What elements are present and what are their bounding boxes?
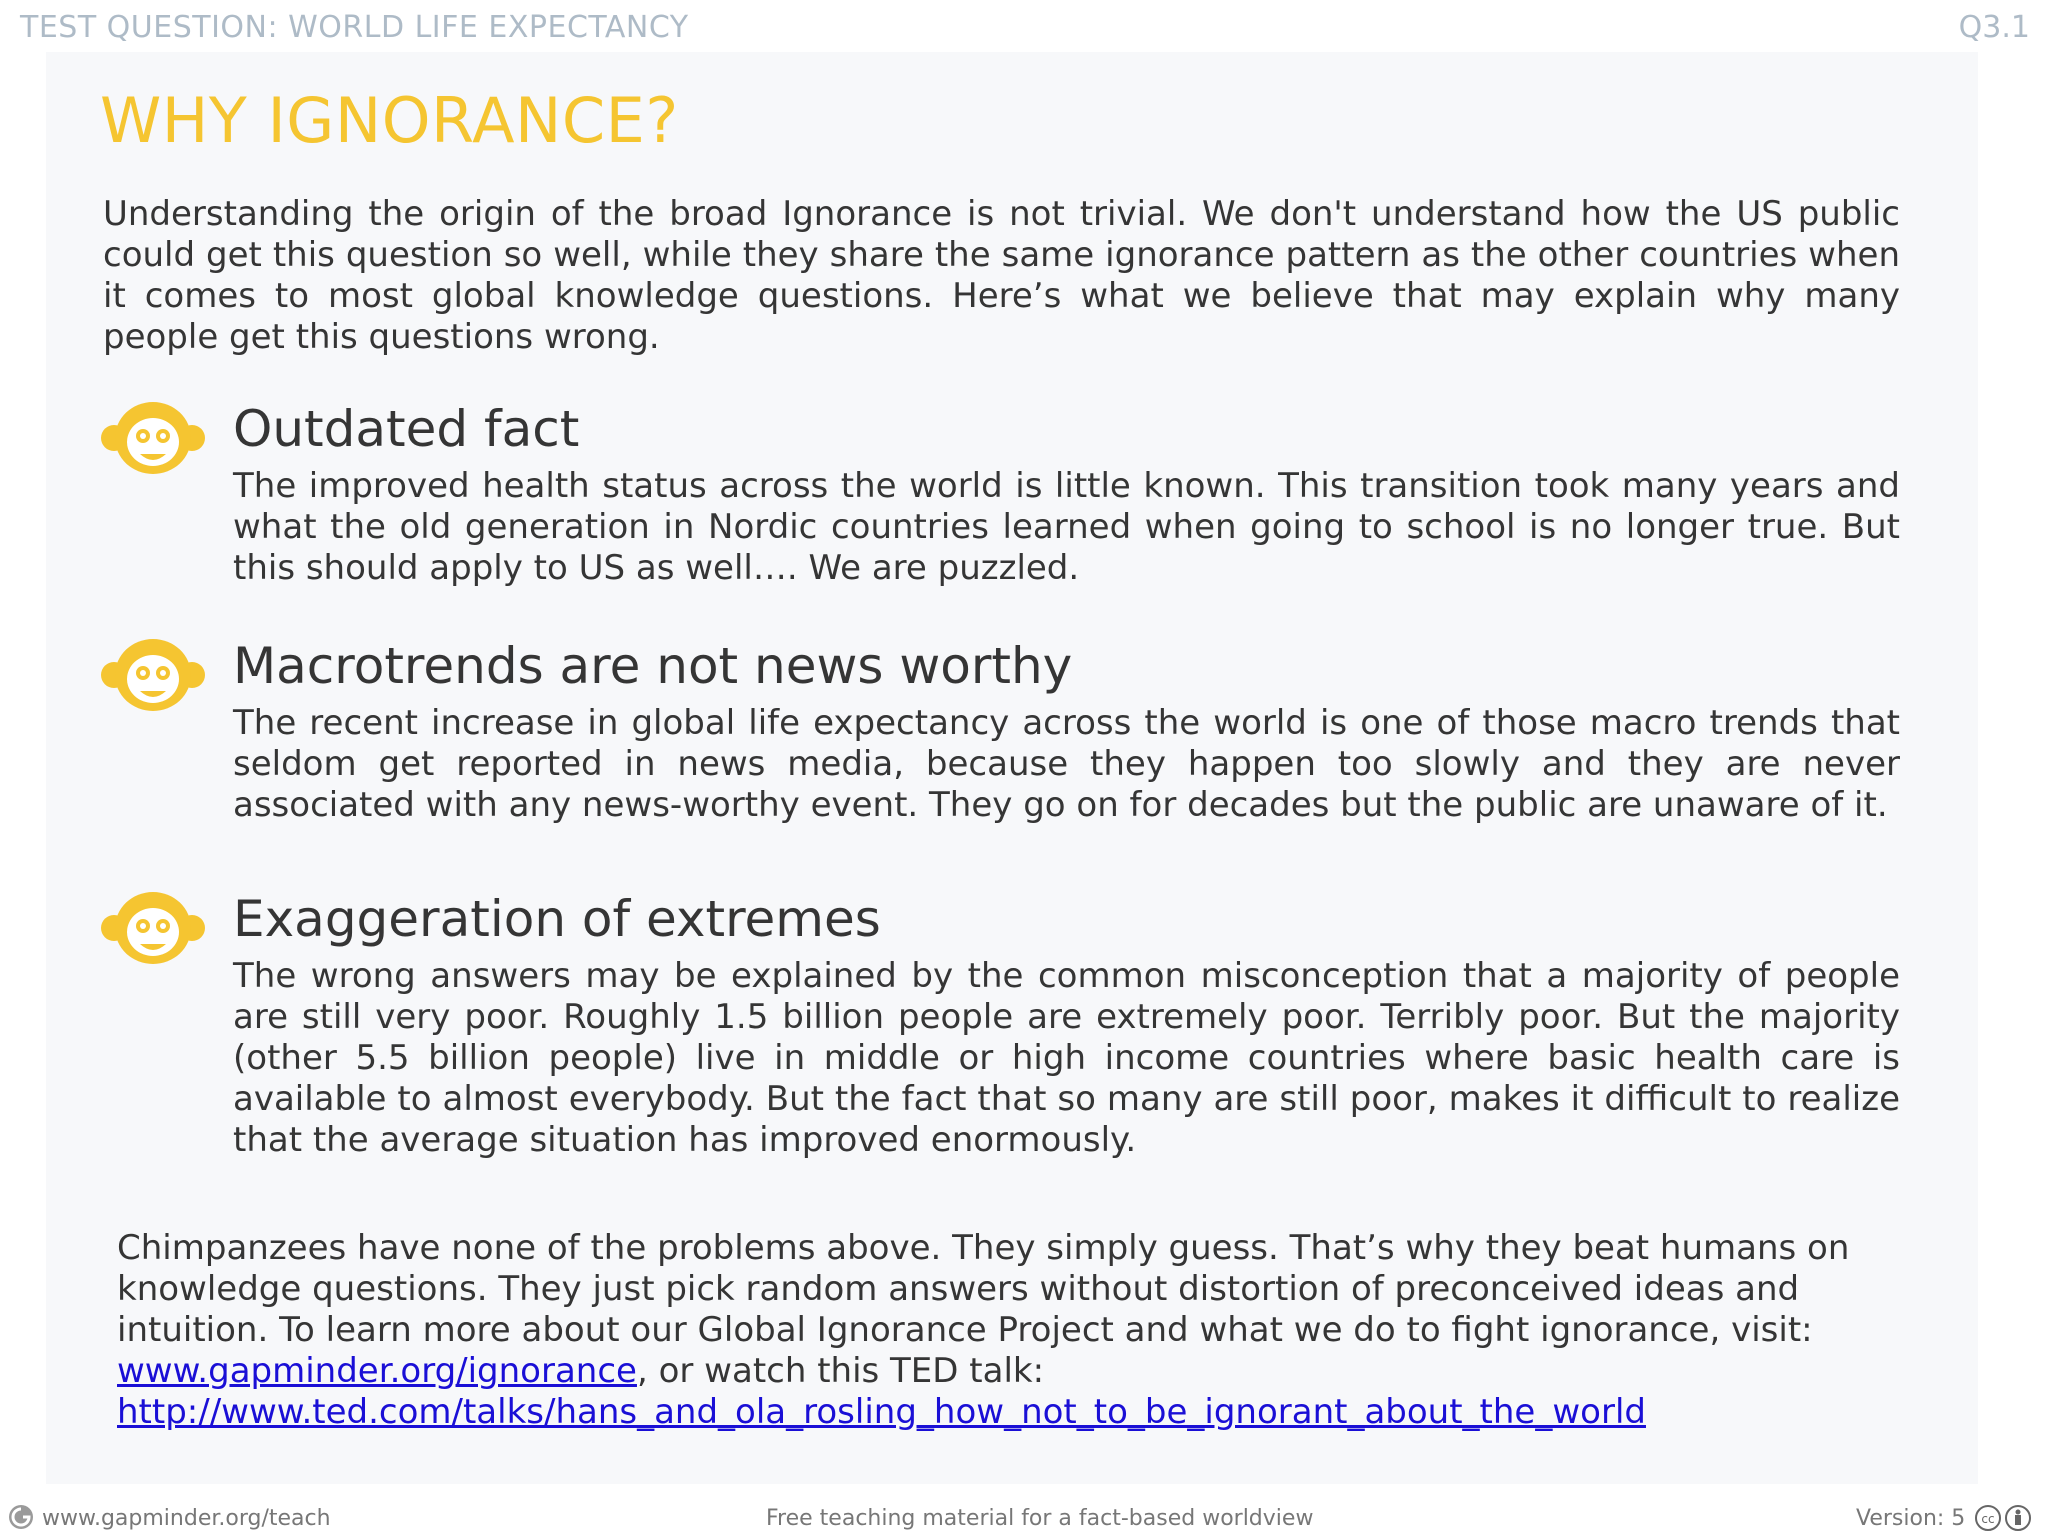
closing-middle-text: , or watch this TED talk:: [636, 1351, 1045, 1391]
slide-number: Q3.1: [1958, 10, 2030, 45]
footer-website: www.gapminder.org/teach: [42, 1506, 331, 1531]
gapminder-ignorance-link[interactable]: www.gapminder.org/ignorance: [117, 1351, 637, 1391]
closing-paragraph: [117, 1228, 1897, 1433]
section-header: TEST QUESTION: WORLD LIFE EXPECTANCY: [20, 10, 689, 45]
reason-heading: Macrotrends are not news worthy: [233, 637, 1073, 695]
chimp-icon: [100, 890, 206, 970]
footer-version: Version: 5: [1856, 1506, 1966, 1531]
reason-text: The recent increase in global life expectancy across the world is one of those macro trends that seldom get reported in news media, because they happen too slowly and they are never associated with any news-worthy event. They go on for decades but the public are unaware of it.: [233, 703, 1900, 825]
reason-heading: Exaggeration of extremes: [233, 890, 881, 948]
reason-text: The improved health status across the world is little known. This transition took many years and what the old generation in Nordic countries learned when going to school is no longer true. But this should apply to US as well…. We are puzzled.: [233, 466, 1900, 588]
intro-paragraph: Understanding the origin of the broad Ignorance is not trivial. We don't understand how the US public could get this question so well, while they share the same ignorance pattern as the other countries when it comes to most global knowledge questions. Here’s what we believe that may explain why many people get this questions wrong.: [103, 194, 1900, 357]
svg-text:cc: cc: [1981, 1512, 1995, 1526]
closing-text: Chimpanzees have none of the problems above. They simply guess. That’s why they beat humans on knowledge questions. They just pick random answers without distortion of preconceived ideas and intuition. To learn more about our Global Ignorance Project and what we do to fight ignorance, visit:: [117, 1228, 1850, 1350]
reason-text: The wrong answers may be explained by the common misconception that a majority of people are still very poor. Roughly 1.5 billion people are extremely poor. Terribly poor. But the majority (other 5.5 billion people) live in middle or high income countries where basic health care is available to almost everybody. But the fact that so many are still poor, makes it difficult to realize that the average situation has improved enormously.: [233, 956, 1900, 1160]
reason-heading: Outdated fact: [233, 400, 580, 458]
ted-talk-link[interactable]: http://www.ted.com/talks/hans_and_ola_rosling_how_not_to_be_ignorant_about_the_world: [117, 1392, 1646, 1432]
chimp-icon: [100, 400, 206, 480]
footer: [0, 1500, 2048, 1536]
gapminder-logo-icon: [8, 1504, 34, 1530]
page-title: WHY IGNORANCE?: [100, 84, 679, 157]
cc-by-icon: [1974, 1504, 2044, 1532]
footer-tagline: Free teaching material for a fact-based worldview: [766, 1506, 1314, 1531]
chimp-icon: [100, 637, 206, 717]
